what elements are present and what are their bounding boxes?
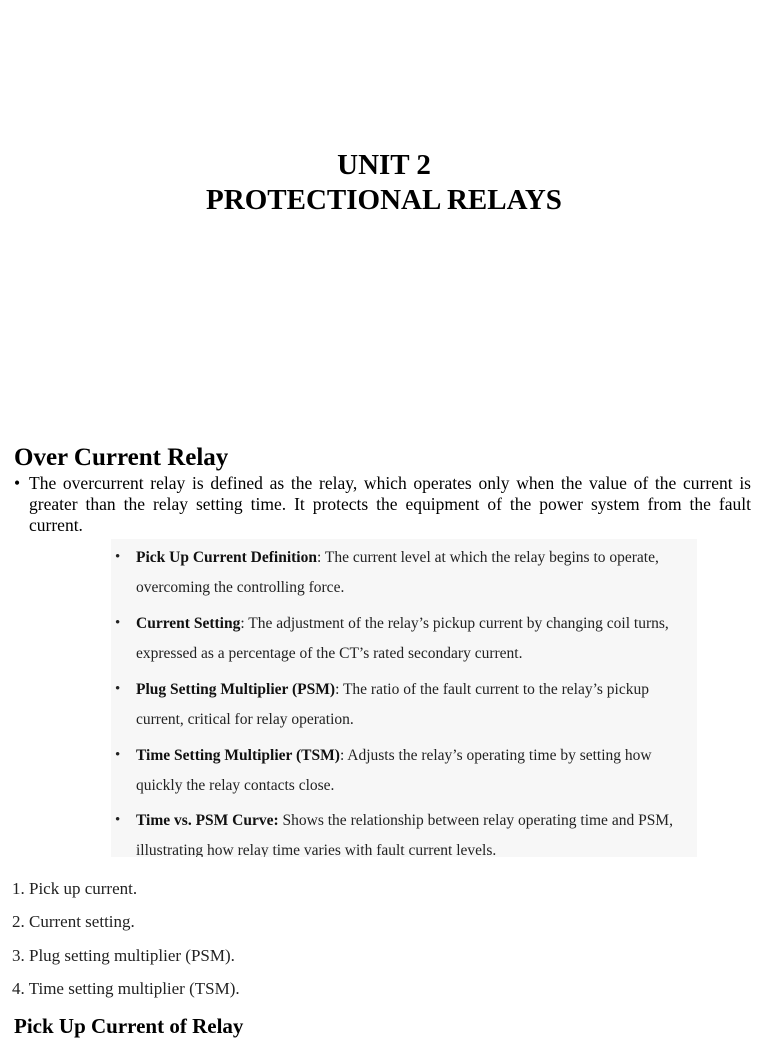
intro-paragraph xyxy=(14,473,751,536)
unit-title: PROTECTIONAL RELAYS xyxy=(206,184,562,216)
next-section-heading: Pick Up Current of Relay xyxy=(14,1014,244,1038)
definition-text: Shows the relationship between relay operating time and PSM, illustrating how relay time varies with fault current levels. xyxy=(136,812,673,857)
bullet-icon: • xyxy=(115,747,121,763)
definition-item xyxy=(111,609,697,668)
definition-text: : The adjustment of the relay’s pickup current by changing coil turns, expressed as a percentage of the CT’s rated secondary current. xyxy=(136,615,669,662)
section-heading: Over Current Relay xyxy=(14,444,229,471)
definition-text: : Adjusts the relay’s operating time by setting how quickly the relay contacts close. xyxy=(136,747,652,794)
unit-number: UNIT 2 xyxy=(337,149,431,181)
definition-item xyxy=(111,675,697,734)
definition-body xyxy=(136,609,697,668)
bullet-icon: • xyxy=(14,473,21,493)
list-item: 1. Pick up current. xyxy=(12,879,138,898)
intro-text: The overcurrent relay is defined as the relay, which operates only when the value of the current is greater than the relay setting time. It protects the equipment of the power system from the fault current. xyxy=(29,473,751,535)
list-item: 2. Current setting. xyxy=(12,912,135,932)
bullet-icon: • xyxy=(115,681,121,697)
definition-body xyxy=(136,675,697,734)
definition-body xyxy=(136,806,697,857)
document-title xyxy=(0,148,768,218)
definition-body xyxy=(136,741,697,800)
definition-text: : The ratio of the fault current to the relay’s pickup current, critical for relay operation. xyxy=(136,681,649,728)
bullet-icon: • xyxy=(115,812,121,828)
bullet-icon: • xyxy=(115,615,121,631)
definition-term: Pick Up Current Definition xyxy=(136,549,317,566)
list-item: 3. Plug setting multiplier (PSM). xyxy=(12,945,235,965)
definition-item xyxy=(111,741,697,800)
definitions-panel xyxy=(111,539,697,857)
intro-list xyxy=(14,473,751,536)
definition-term: Current Setting xyxy=(136,615,241,632)
definition-term: Time vs. PSM Curve: xyxy=(136,812,279,829)
definition-body xyxy=(136,543,697,602)
definition-term: Plug Setting Multiplier (PSM) xyxy=(136,681,336,698)
bullet-icon: • xyxy=(115,549,121,565)
definition-term: Time Setting Multiplier (TSM) xyxy=(136,747,340,764)
list-item: 4. Time setting multiplier (TSM). xyxy=(12,978,240,998)
definition-item xyxy=(111,543,697,602)
definition-text: : The current level at which the relay begins to operate, overcoming the controlling force. xyxy=(136,549,659,596)
definition-item xyxy=(111,806,697,857)
numbered-list xyxy=(12,872,240,1005)
